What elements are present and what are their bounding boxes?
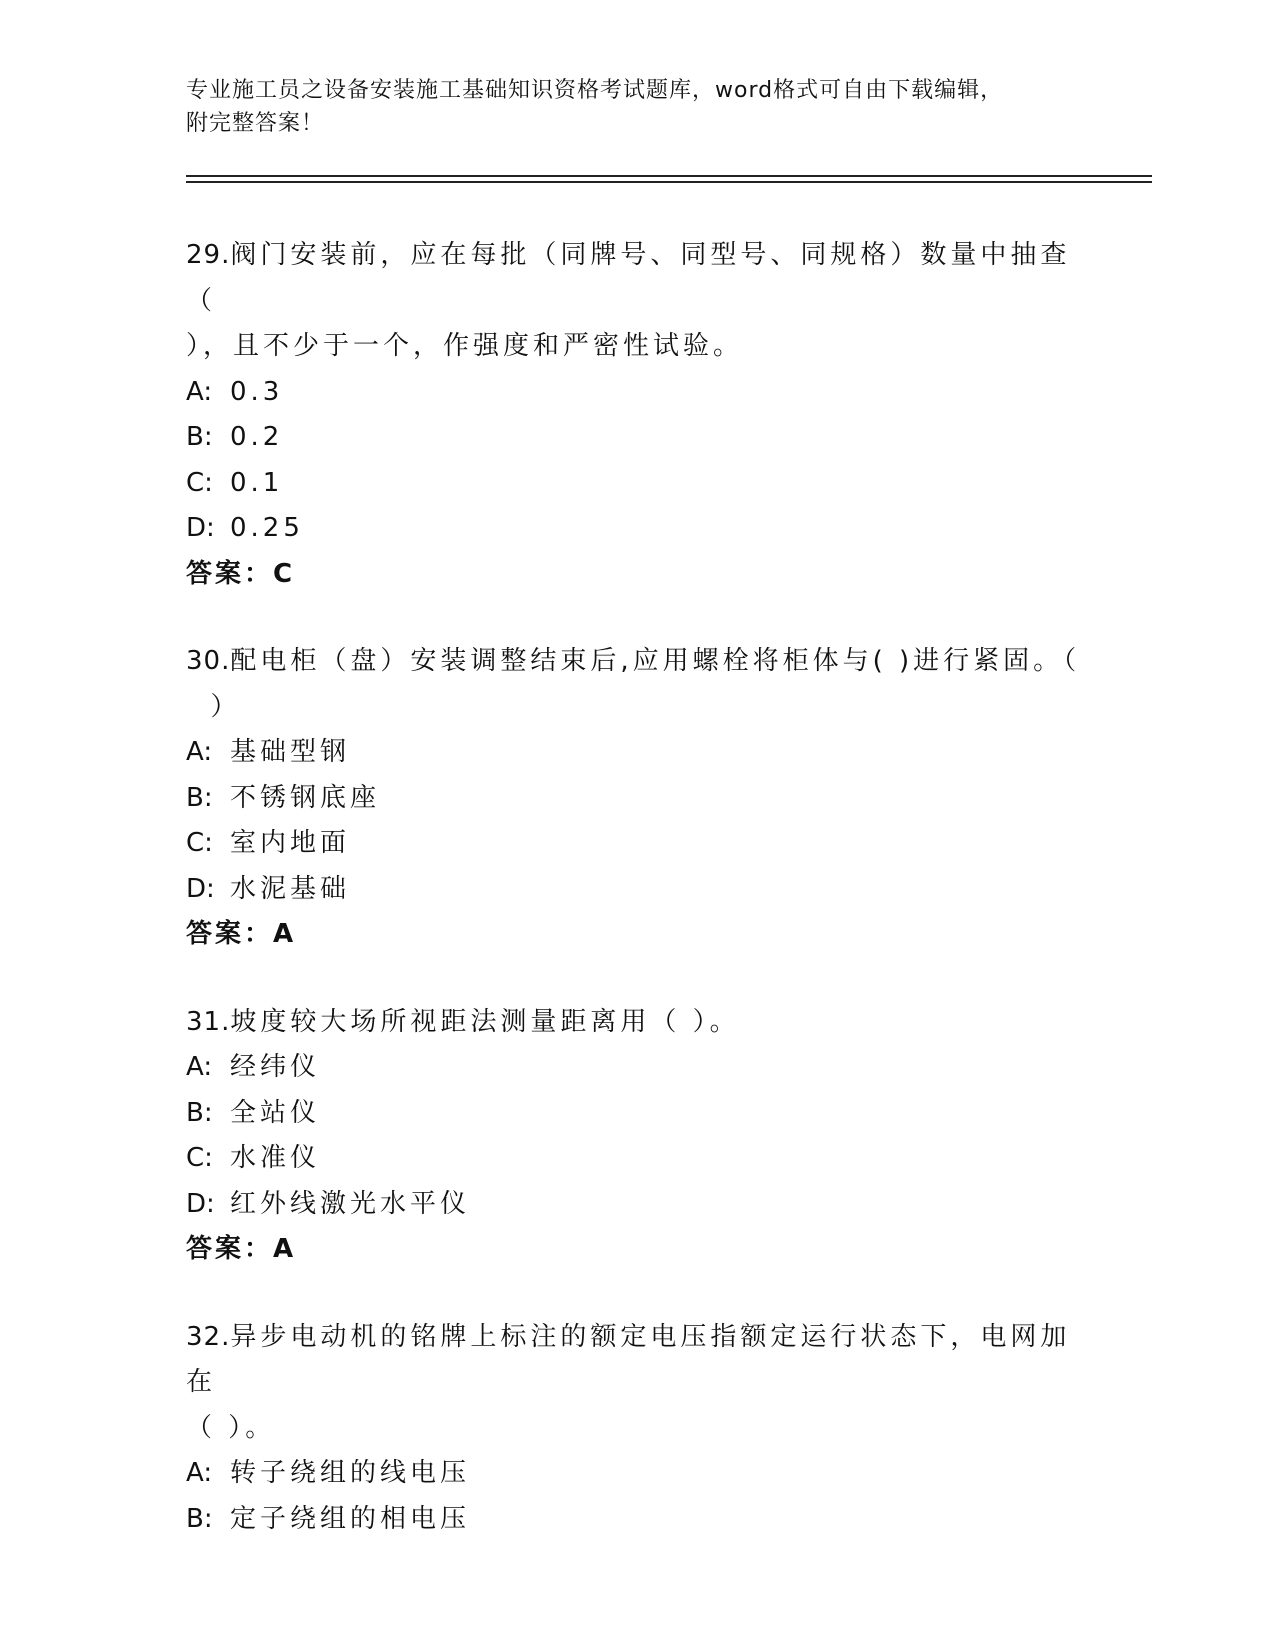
option-text: 转子绕组的线电压 bbox=[230, 1458, 471, 1488]
option-text: 0.3 bbox=[230, 376, 284, 407]
option-text: 0.25 bbox=[230, 513, 304, 543]
option-d bbox=[186, 1182, 1086, 1228]
option-d bbox=[186, 867, 1086, 913]
question-31 bbox=[186, 1000, 1086, 1273]
question-number: 29. bbox=[186, 240, 231, 270]
answer-line: 答案：C bbox=[186, 558, 296, 589]
option-letter: A: bbox=[186, 1052, 213, 1082]
option-letter: B: bbox=[186, 422, 213, 452]
option-b bbox=[186, 1091, 1086, 1137]
header-line-1: 专业施工员之设备安装施工基础知识资格考试题库，word格式可自由下载编辑， bbox=[186, 78, 1004, 103]
option-text: 水准仪 bbox=[230, 1143, 321, 1173]
option-letter: B: bbox=[186, 1503, 213, 1534]
option-b bbox=[186, 776, 1086, 822]
option-letter: D: bbox=[186, 513, 215, 543]
option-a bbox=[186, 1451, 1086, 1497]
question-stem-line-2: ），且不少于一个，作强度和严密性试验。 bbox=[186, 331, 744, 361]
question-stem bbox=[186, 1000, 1086, 1046]
option-text: 0.2 bbox=[230, 422, 284, 452]
question-stem-line-2: （ ）。 bbox=[186, 1412, 276, 1443]
question-stem bbox=[186, 639, 1086, 685]
question-30 bbox=[186, 639, 1086, 958]
answer-line: 答案：A bbox=[186, 1234, 297, 1264]
option-c bbox=[186, 461, 1086, 507]
option-text: 定子绕组的相电压 bbox=[230, 1503, 471, 1534]
option-letter: D: bbox=[186, 1188, 215, 1219]
question-29 bbox=[186, 233, 1086, 597]
option-text: 室内地面 bbox=[230, 828, 351, 858]
option-text: 水泥基础 bbox=[230, 873, 351, 904]
option-text: 经纬仪 bbox=[230, 1052, 321, 1082]
option-letter: A: bbox=[186, 376, 213, 407]
option-a bbox=[186, 730, 1086, 776]
document-header bbox=[186, 74, 1086, 140]
header-divider-bottom bbox=[186, 181, 1152, 183]
question-stem-line-1: 异步电动机的铭牌上标注的额定电压指额定运行状态下，电网加在 bbox=[186, 1321, 1071, 1397]
option-text: 基础型钢 bbox=[230, 737, 351, 767]
header-divider-top bbox=[186, 175, 1152, 177]
question-stem-line-1: 坡度较大场所视距法测量距离用（ ）。 bbox=[230, 1006, 740, 1037]
option-d bbox=[186, 506, 1086, 552]
option-letter: D: bbox=[186, 873, 215, 904]
question-stem-line-1: 阀门安装前，应在每批（同牌号、同型号、同规格）数量中抽查（ bbox=[186, 240, 1071, 316]
option-c bbox=[186, 1136, 1086, 1182]
option-b bbox=[186, 1497, 1086, 1543]
option-letter: B: bbox=[186, 782, 213, 813]
question-stem-line-2: ） bbox=[186, 691, 241, 722]
question-number: 31. bbox=[186, 1006, 231, 1037]
option-text: 红外线激光水平仪 bbox=[230, 1188, 471, 1219]
option-c bbox=[186, 821, 1086, 867]
option-a bbox=[186, 1045, 1086, 1091]
option-text: 0.1 bbox=[230, 467, 284, 498]
option-letter: A: bbox=[186, 1458, 213, 1488]
option-letter: C: bbox=[186, 1143, 213, 1173]
option-letter: B: bbox=[186, 1097, 213, 1128]
option-letter: C: bbox=[186, 467, 213, 498]
question-stem-line-1: 配电柜（盘）安装调整结束后,应用螺栓将柜体与( )进行紧固。（ bbox=[230, 646, 1081, 676]
option-b bbox=[186, 415, 1086, 461]
option-text: 不锈钢底座 bbox=[230, 782, 381, 813]
question-stem bbox=[186, 233, 1086, 324]
question-stem bbox=[186, 1315, 1086, 1406]
option-letter: C: bbox=[186, 828, 213, 858]
question-list bbox=[186, 233, 1086, 1584]
option-a bbox=[186, 370, 1086, 416]
question-32 bbox=[186, 1315, 1086, 1543]
question-number: 30. bbox=[186, 646, 231, 676]
answer-line: 答案：A bbox=[186, 919, 297, 949]
header-line-2: 附完整答案！ bbox=[186, 111, 325, 136]
question-number: 32. bbox=[186, 1321, 231, 1352]
option-letter: A: bbox=[186, 737, 213, 767]
option-text: 全站仪 bbox=[230, 1097, 321, 1128]
